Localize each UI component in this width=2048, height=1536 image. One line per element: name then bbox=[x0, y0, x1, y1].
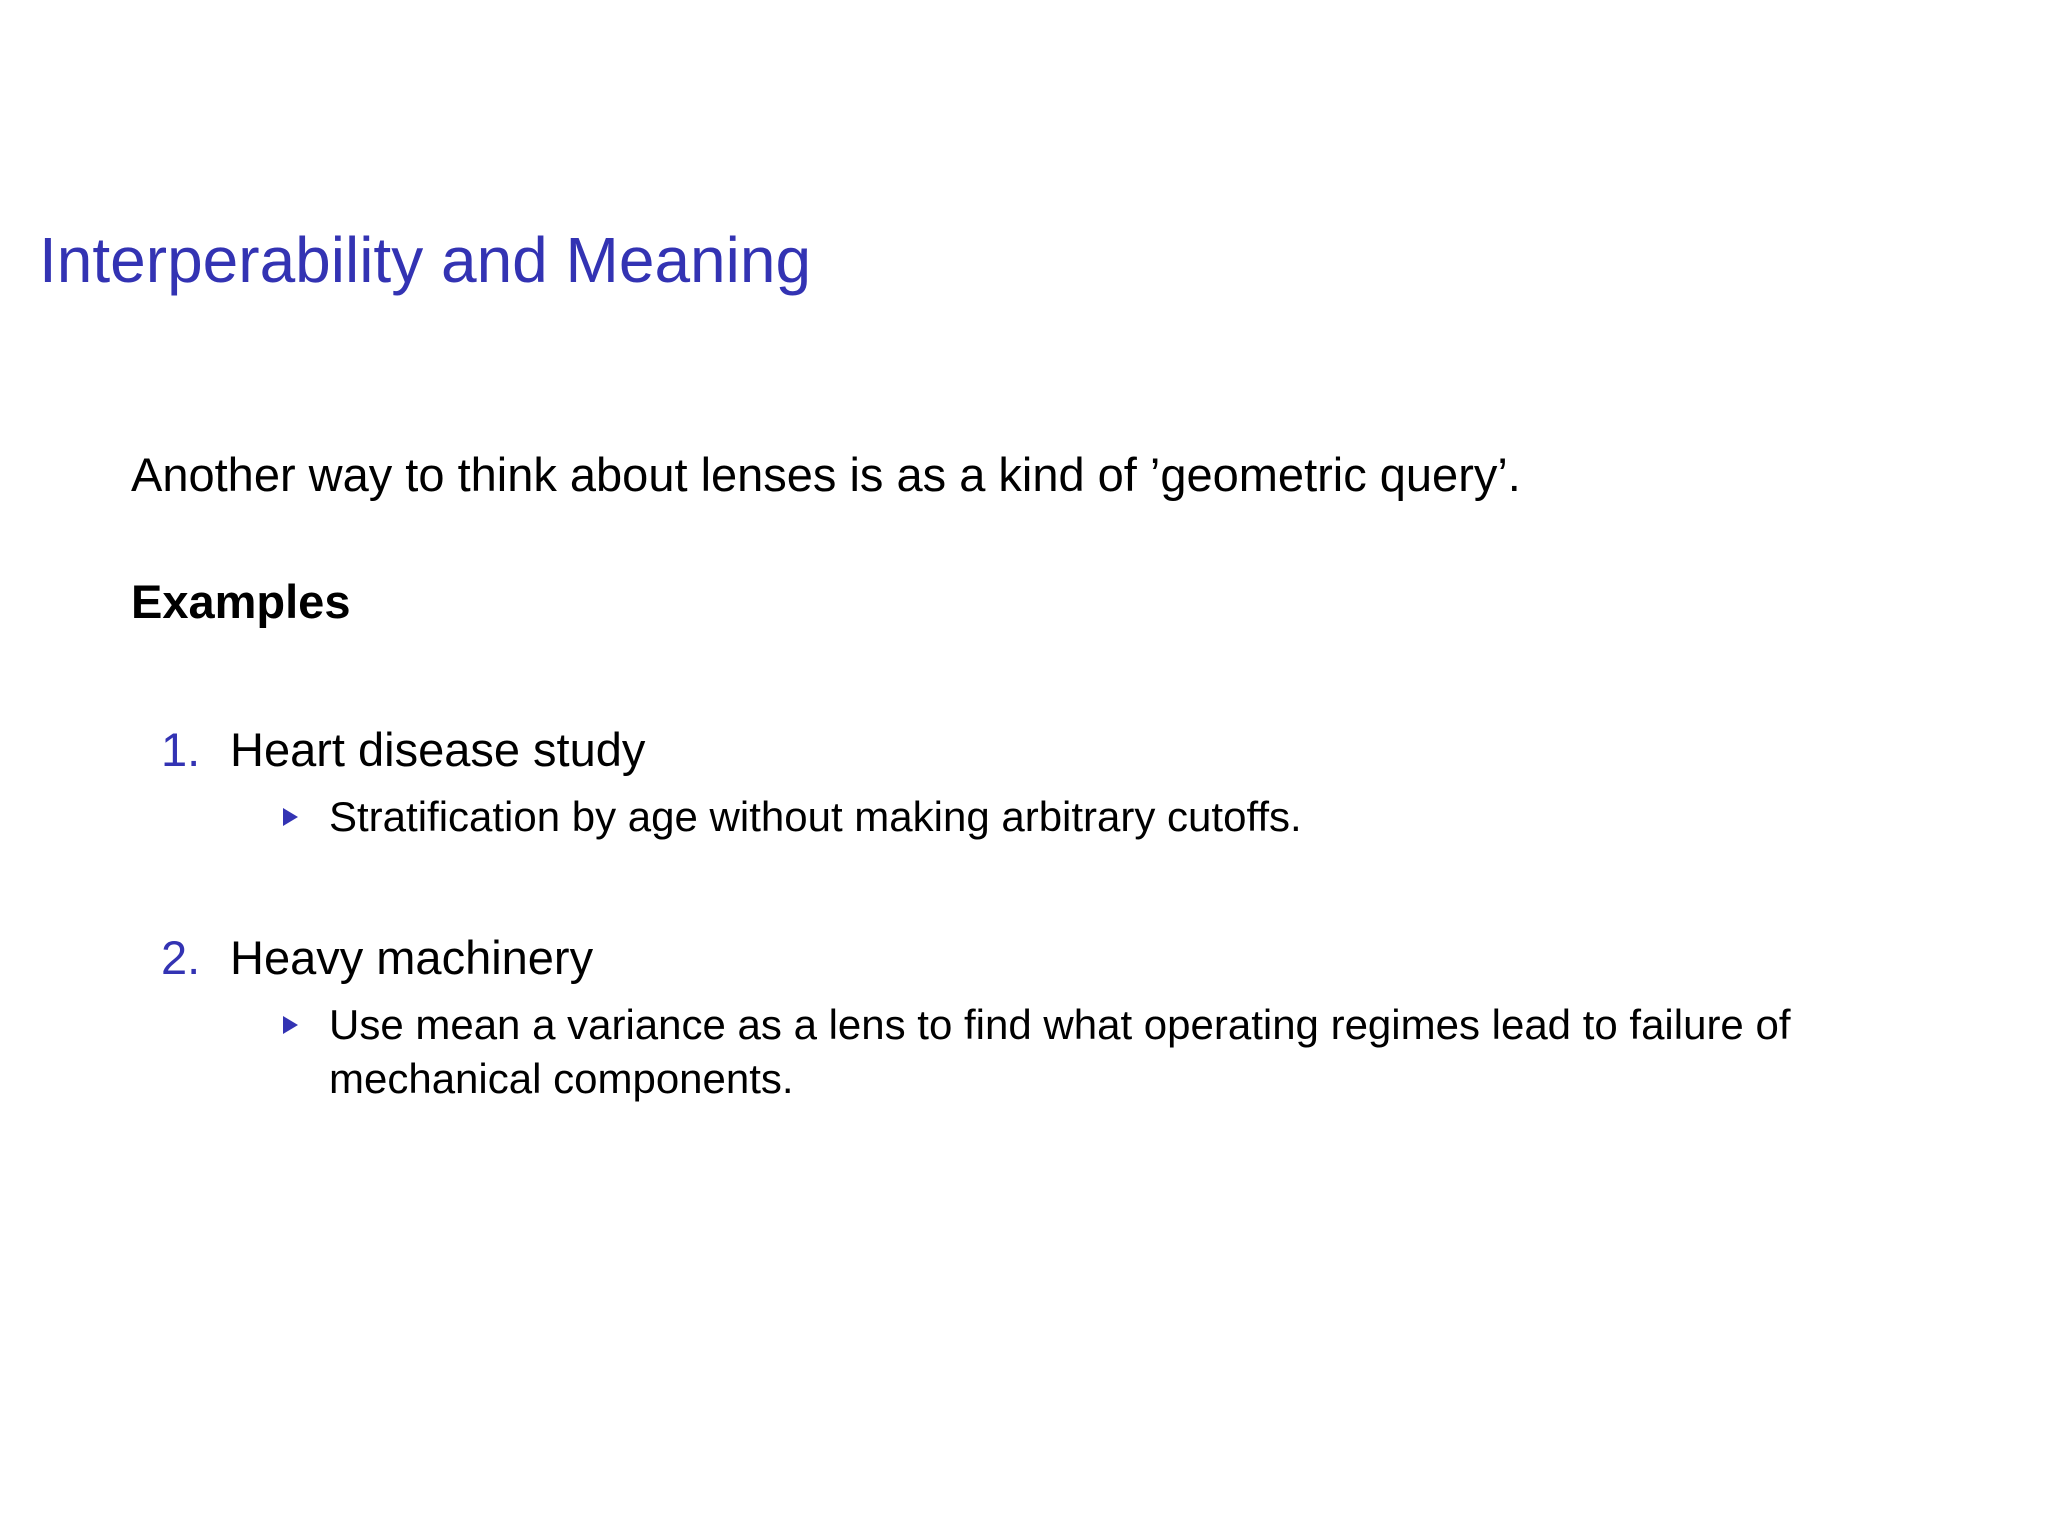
example-number: 2. bbox=[161, 931, 201, 984]
intro-text: Another way to think about lenses is as a kind of ’geometric query’. bbox=[131, 448, 1521, 501]
sub-point-text: Use mean a variance as a lens to find what operating regimes lead to failure of mechanical components. bbox=[329, 1001, 1791, 1102]
triangle-right-icon bbox=[283, 808, 298, 826]
example-label: Heavy machinery bbox=[230, 931, 594, 984]
slide-title: Interperability and Meaning bbox=[39, 224, 812, 296]
example-label: Heart disease study bbox=[230, 723, 646, 776]
examples-heading: Examples bbox=[131, 575, 351, 628]
example-number: 1. bbox=[161, 723, 201, 776]
triangle-right-icon bbox=[283, 1016, 298, 1034]
sub-point-text: Stratification by age without making arbitrary cutoffs. bbox=[329, 793, 1302, 840]
